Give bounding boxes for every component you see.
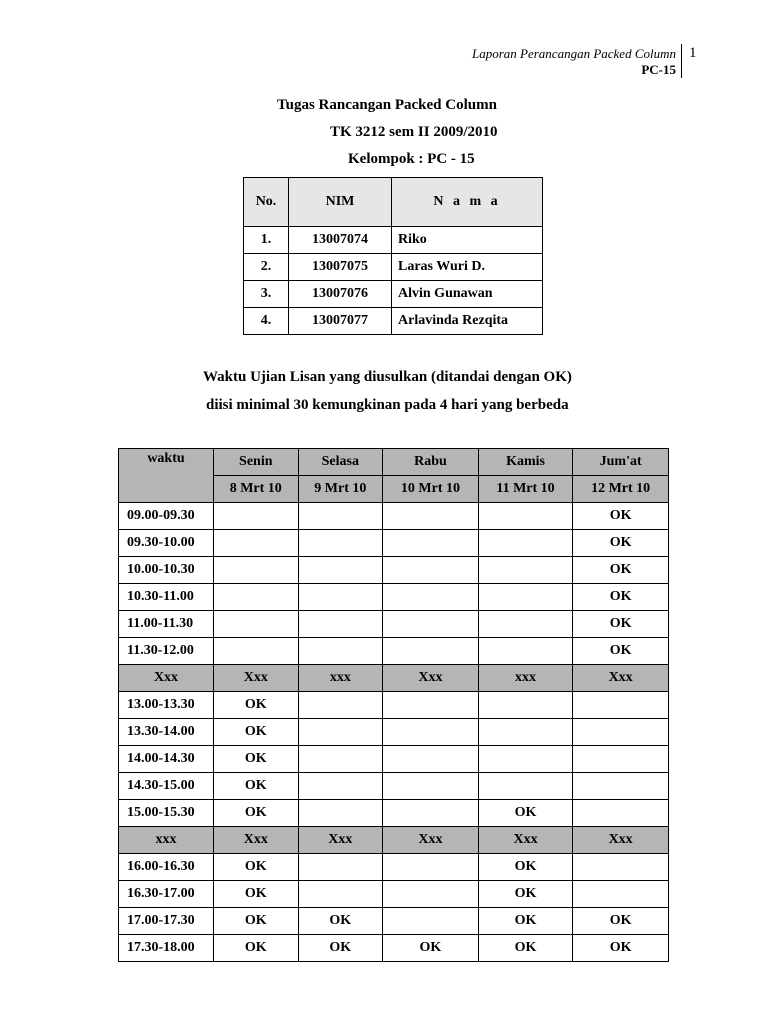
availability-cell (383, 692, 479, 719)
time-slot-row (119, 746, 669, 773)
availability-cell: Xxx (214, 827, 299, 854)
availability-cell: Xxx (478, 827, 572, 854)
date-header: 10 Mrt 10 (383, 476, 479, 503)
member-no: 1. (244, 227, 289, 254)
members-table (243, 177, 543, 335)
availability-cell (298, 638, 383, 665)
availability-cell: Xxx (383, 827, 479, 854)
break-label: xxx (119, 827, 214, 854)
time-slot-row (119, 638, 669, 665)
member-nim: 13007077 (289, 308, 392, 335)
availability-cell (478, 584, 572, 611)
day-header: Kamis (478, 449, 572, 476)
availability-cell (573, 800, 669, 827)
availability-cell (383, 800, 479, 827)
availability-cell: OK (478, 881, 572, 908)
report-title: Laporan Perancangan Packed Column (471, 46, 676, 61)
date-header: 11 Mrt 10 (478, 476, 572, 503)
date-header: 8 Mrt 10 (214, 476, 299, 503)
availability-cell (478, 530, 572, 557)
instruction-line-1: Waktu Ujian Lisan yang diusulkan (ditandai dengan OK) (203, 369, 572, 385)
availability-cell (573, 719, 669, 746)
availability-cell: OK (298, 908, 383, 935)
member-row (244, 254, 543, 281)
break-label: Xxx (119, 665, 214, 692)
availability-cell (383, 854, 479, 881)
member-name: Riko (392, 227, 543, 254)
time-slot-label: 09.30-10.00 (119, 530, 214, 557)
availability-cell: OK (573, 557, 669, 584)
header-divider (681, 44, 682, 78)
availability-cell (298, 611, 383, 638)
availability-cell: OK (573, 584, 669, 611)
day-header: Selasa (298, 449, 383, 476)
member-name: Alvin Gunawan (392, 281, 543, 308)
availability-cell (383, 638, 479, 665)
availability-cell: OK (478, 908, 572, 935)
availability-cell (478, 503, 572, 530)
availability-cell (383, 584, 479, 611)
time-slot-row (119, 719, 669, 746)
member-nim: 13007076 (289, 281, 392, 308)
availability-cell: OK (298, 935, 383, 962)
member-name: Arlavinda Rezqita (392, 308, 543, 335)
availability-cell (383, 719, 479, 746)
member-row (244, 281, 543, 308)
time-slot-label: 15.00-15.30 (119, 800, 214, 827)
availability-cell (478, 746, 572, 773)
time-slot-label: 14.30-15.00 (119, 773, 214, 800)
availability-cell: OK (478, 854, 572, 881)
availability-cell (573, 746, 669, 773)
column-header-nim: NIM (289, 178, 392, 227)
availability-cell: OK (214, 854, 299, 881)
availability-cell: OK (573, 530, 669, 557)
availability-cell (383, 503, 479, 530)
time-slot-row (119, 503, 669, 530)
availability-cell (298, 800, 383, 827)
member-no: 4. (244, 308, 289, 335)
schedule-table (118, 448, 669, 962)
availability-cell (478, 557, 572, 584)
members-header-row (244, 178, 543, 227)
schedule-day-row (119, 449, 669, 476)
availability-cell: OK (214, 935, 299, 962)
availability-cell: xxx (478, 665, 572, 692)
member-nim: 13007075 (289, 254, 392, 281)
date-header: 9 Mrt 10 (298, 476, 383, 503)
group-code: PC-15 (641, 62, 676, 77)
break-row (119, 665, 669, 692)
time-slot-row (119, 692, 669, 719)
time-slot-row (119, 908, 669, 935)
time-slot-label: 09.00-09.30 (119, 503, 214, 530)
time-slot-label: 10.30-11.00 (119, 584, 214, 611)
member-row (244, 227, 543, 254)
availability-cell: Xxx (383, 665, 479, 692)
time-slot-row (119, 881, 669, 908)
date-header: 12 Mrt 10 (573, 476, 669, 503)
time-slot-label: 11.30-12.00 (119, 638, 214, 665)
member-row (244, 308, 543, 335)
availability-cell: OK (214, 773, 299, 800)
member-name: Laras Wuri D. (392, 254, 543, 281)
availability-cell: OK (573, 638, 669, 665)
time-slot-row (119, 584, 669, 611)
instruction-line-2: diisi minimal 30 kemungkinan pada 4 hari yang berbeda (206, 397, 569, 413)
availability-cell (214, 557, 299, 584)
page-header (472, 46, 676, 78)
availability-cell (478, 773, 572, 800)
availability-cell: OK (573, 503, 669, 530)
availability-cell: xxx (298, 665, 383, 692)
time-slot-label: 13.30-14.00 (119, 719, 214, 746)
member-no: 2. (244, 254, 289, 281)
availability-cell (298, 584, 383, 611)
time-slot-row (119, 530, 669, 557)
availability-cell (573, 692, 669, 719)
day-header: Jum'at (573, 449, 669, 476)
availability-cell (383, 611, 479, 638)
availability-cell: OK (383, 935, 479, 962)
availability-cell: OK (478, 800, 572, 827)
time-slot-row (119, 773, 669, 800)
availability-cell: OK (214, 800, 299, 827)
time-slot-label: 16.00-16.30 (119, 854, 214, 881)
availability-cell (298, 557, 383, 584)
time-slot-label: 16.30-17.00 (119, 881, 214, 908)
availability-cell (298, 692, 383, 719)
time-slot-label: 17.00-17.30 (119, 908, 214, 935)
availability-cell (383, 908, 479, 935)
availability-cell (383, 773, 479, 800)
page-number: 1 (689, 45, 697, 61)
availability-cell (298, 746, 383, 773)
time-slot-label: 13.00-13.30 (119, 692, 214, 719)
availability-cell (573, 854, 669, 881)
column-header-no: No. (244, 178, 289, 227)
availability-cell: OK (573, 935, 669, 962)
availability-cell (214, 638, 299, 665)
availability-cell (298, 530, 383, 557)
day-header: Senin (214, 449, 299, 476)
column-header-nama: N a m a (392, 178, 543, 227)
group-line: Kelompok : PC - 15 (348, 151, 475, 167)
availability-cell (478, 692, 572, 719)
time-slot-row (119, 611, 669, 638)
availability-cell (383, 557, 479, 584)
availability-cell: Xxx (298, 827, 383, 854)
availability-cell (214, 530, 299, 557)
time-slot-label: 17.30-18.00 (119, 935, 214, 962)
time-slot-label: 11.00-11.30 (119, 611, 214, 638)
availability-cell: OK (214, 692, 299, 719)
availability-cell: OK (573, 611, 669, 638)
time-slot-row (119, 557, 669, 584)
availability-cell (298, 773, 383, 800)
availability-cell (478, 611, 572, 638)
break-row (119, 827, 669, 854)
assignment-title: Tugas Rancangan Packed Column (277, 97, 497, 113)
time-slot-label: 10.00-10.30 (119, 557, 214, 584)
availability-cell (383, 530, 479, 557)
availability-cell (573, 881, 669, 908)
availability-cell: Xxx (214, 665, 299, 692)
availability-cell (214, 503, 299, 530)
availability-cell: Xxx (573, 827, 669, 854)
availability-cell: OK (478, 935, 572, 962)
time-slot-row (119, 854, 669, 881)
course-line: TK 3212 sem II 2009/2010 (330, 124, 498, 140)
availability-cell (573, 773, 669, 800)
time-slot-label: 14.00-14.30 (119, 746, 214, 773)
availability-cell (298, 719, 383, 746)
availability-cell (478, 638, 572, 665)
availability-cell (298, 854, 383, 881)
availability-cell (298, 503, 383, 530)
availability-cell (298, 881, 383, 908)
availability-cell: OK (573, 908, 669, 935)
column-header-waktu: waktu (119, 449, 214, 503)
availability-cell: OK (214, 746, 299, 773)
member-no: 3. (244, 281, 289, 308)
availability-cell (214, 584, 299, 611)
availability-cell: OK (214, 881, 299, 908)
availability-cell: Xxx (573, 665, 669, 692)
day-header: Rabu (383, 449, 479, 476)
availability-cell: OK (214, 719, 299, 746)
member-nim: 13007074 (289, 227, 392, 254)
availability-cell (383, 881, 479, 908)
availability-cell (383, 746, 479, 773)
availability-cell (214, 611, 299, 638)
availability-cell: OK (214, 908, 299, 935)
availability-cell (478, 719, 572, 746)
time-slot-row (119, 800, 669, 827)
time-slot-row (119, 935, 669, 962)
